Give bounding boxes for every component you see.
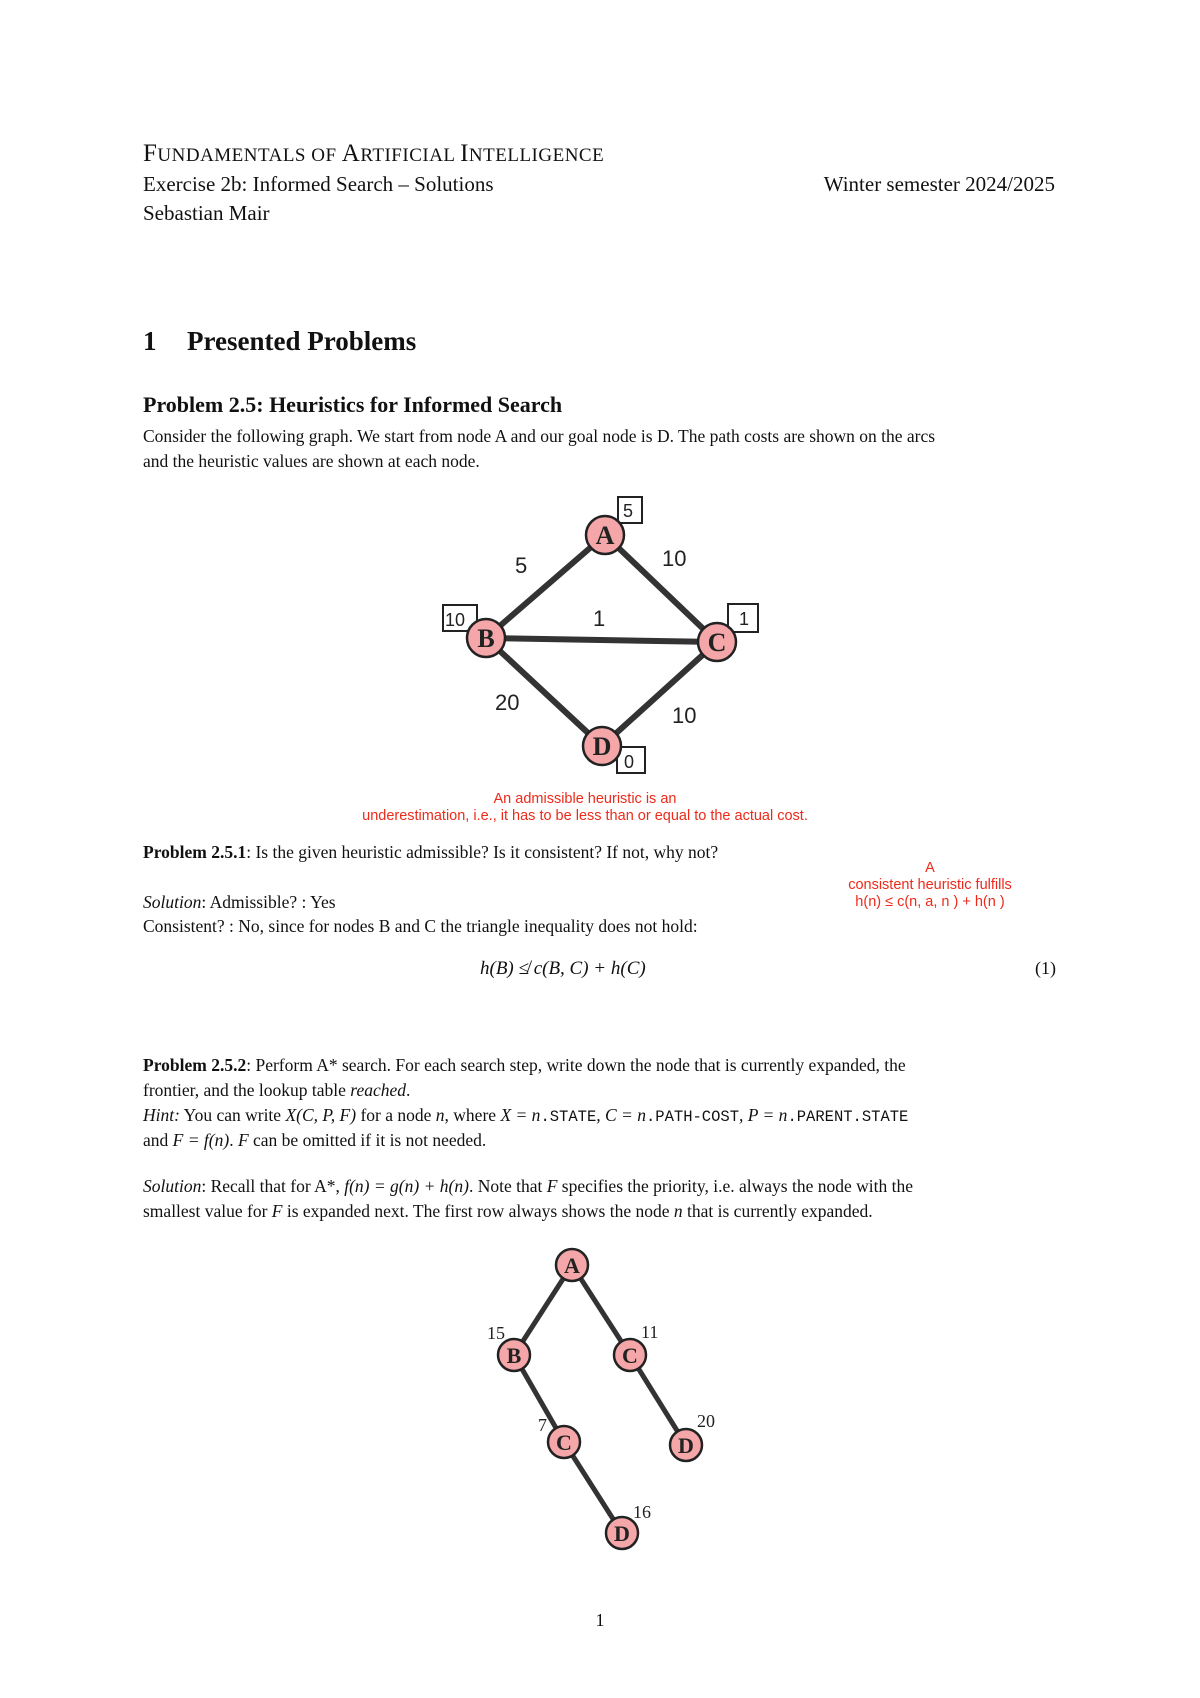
tree-node-label-d: D xyxy=(678,1433,694,1458)
author-name: Sebastian Mair xyxy=(143,201,270,225)
equation-number: (1) xyxy=(1035,958,1056,978)
heuristic-value-b: 10 xyxy=(445,610,466,630)
tree-f-value-b: 15 xyxy=(487,1323,505,1343)
graph-node-label-a: A xyxy=(595,521,615,550)
tree-node-label-c2: C xyxy=(556,1430,572,1455)
p251-solution: Solution: Admissible? : Yes xyxy=(143,892,336,912)
p252-hint-line2: and F = f(n). F can be omitted if it is not needed. xyxy=(143,1130,487,1150)
problem-title: Problem 2.5: Heuristics for Informed Search xyxy=(143,392,563,417)
p252-hint-line1: Hint: You can write X(C, P, F) for a node n, where X = n.STATE, C = n.PATH-COST, P = n.PARENT.STATE xyxy=(143,1105,909,1126)
edge-cost-ab: 5 xyxy=(515,553,528,578)
graph-node-label-d: D xyxy=(592,732,612,761)
graph-node-label-c: C xyxy=(707,628,727,657)
p252-question-line2: frontier, and the lookup table reached. xyxy=(143,1080,411,1100)
equation: h(B) ≰ c(B, C) + h(C) xyxy=(480,958,646,979)
problem-intro-line2: and the heuristic values are shown at each node. xyxy=(143,451,480,471)
p251-consistent: Consistent? : No, since for nodes B and C the triangle inequality does not hold: xyxy=(143,916,698,936)
p252-solution-line2: smallest value for F is expanded next. The first row always shows the node n that is currently expanded. xyxy=(143,1201,873,1221)
tree-f-value-d: 20 xyxy=(697,1411,715,1431)
course-title: FUNDAMENTALS OF ARTIFICIAL INTELLIGENCE xyxy=(143,140,605,167)
tree-f-value-c2: 7 xyxy=(538,1415,547,1435)
edge-cost-bd: 20 xyxy=(495,690,520,715)
p251-question: Problem 2.5.1: Is the given heuristic admissible? Is it consistent? If not, why not? xyxy=(143,842,719,862)
consistent-note: A consistent heuristic fulfills h(n) ≤ c(n, a, n ) + h(n ) xyxy=(848,860,1012,910)
p252-solution-line1: Solution: Recall that for A*, f(n) = g(n) + h(n). Note that F specifies the priority, i.e. always the node with the xyxy=(143,1176,913,1196)
edge-cost-bc: 1 xyxy=(593,606,606,631)
tree-node-label-b: B xyxy=(506,1343,522,1368)
tree-f-value-c: 11 xyxy=(641,1322,659,1342)
heuristic-value-a: 5 xyxy=(623,501,634,521)
heuristic-value-d: 0 xyxy=(624,752,635,772)
edge-cost-ac: 10 xyxy=(662,546,687,571)
tree-node-label-a: A xyxy=(564,1253,580,1278)
tree-node-label-c: C xyxy=(622,1343,638,1368)
p252-question-line1: Problem 2.5.2: Perform A* search. For each search step, write down the node that is currently expanded, the xyxy=(143,1055,906,1075)
tree-f-value-d2: 16 xyxy=(633,1502,651,1522)
problem-intro-line1: Consider the following graph. We start from node A and our goal node is D. The path costs are shown on the arcs xyxy=(143,426,936,446)
exercise-title: Exercise 2b: Informed Search – Solutions xyxy=(143,172,494,196)
page-number: 1 xyxy=(595,1610,605,1630)
edge-cost-cd: 10 xyxy=(672,703,697,728)
tree-node-label-d2: D xyxy=(614,1521,630,1546)
admissible-note: An admissible heuristic is an underestimation, i.e., it has to be less than or equal to the actual cost. xyxy=(362,791,808,824)
graph-node-label-b: B xyxy=(477,624,495,653)
section-heading: 1 Presented Problems xyxy=(143,326,417,356)
semester-label: Winter semester 2024/2025 xyxy=(823,172,1055,196)
heuristic-value-c: 1 xyxy=(739,609,750,629)
